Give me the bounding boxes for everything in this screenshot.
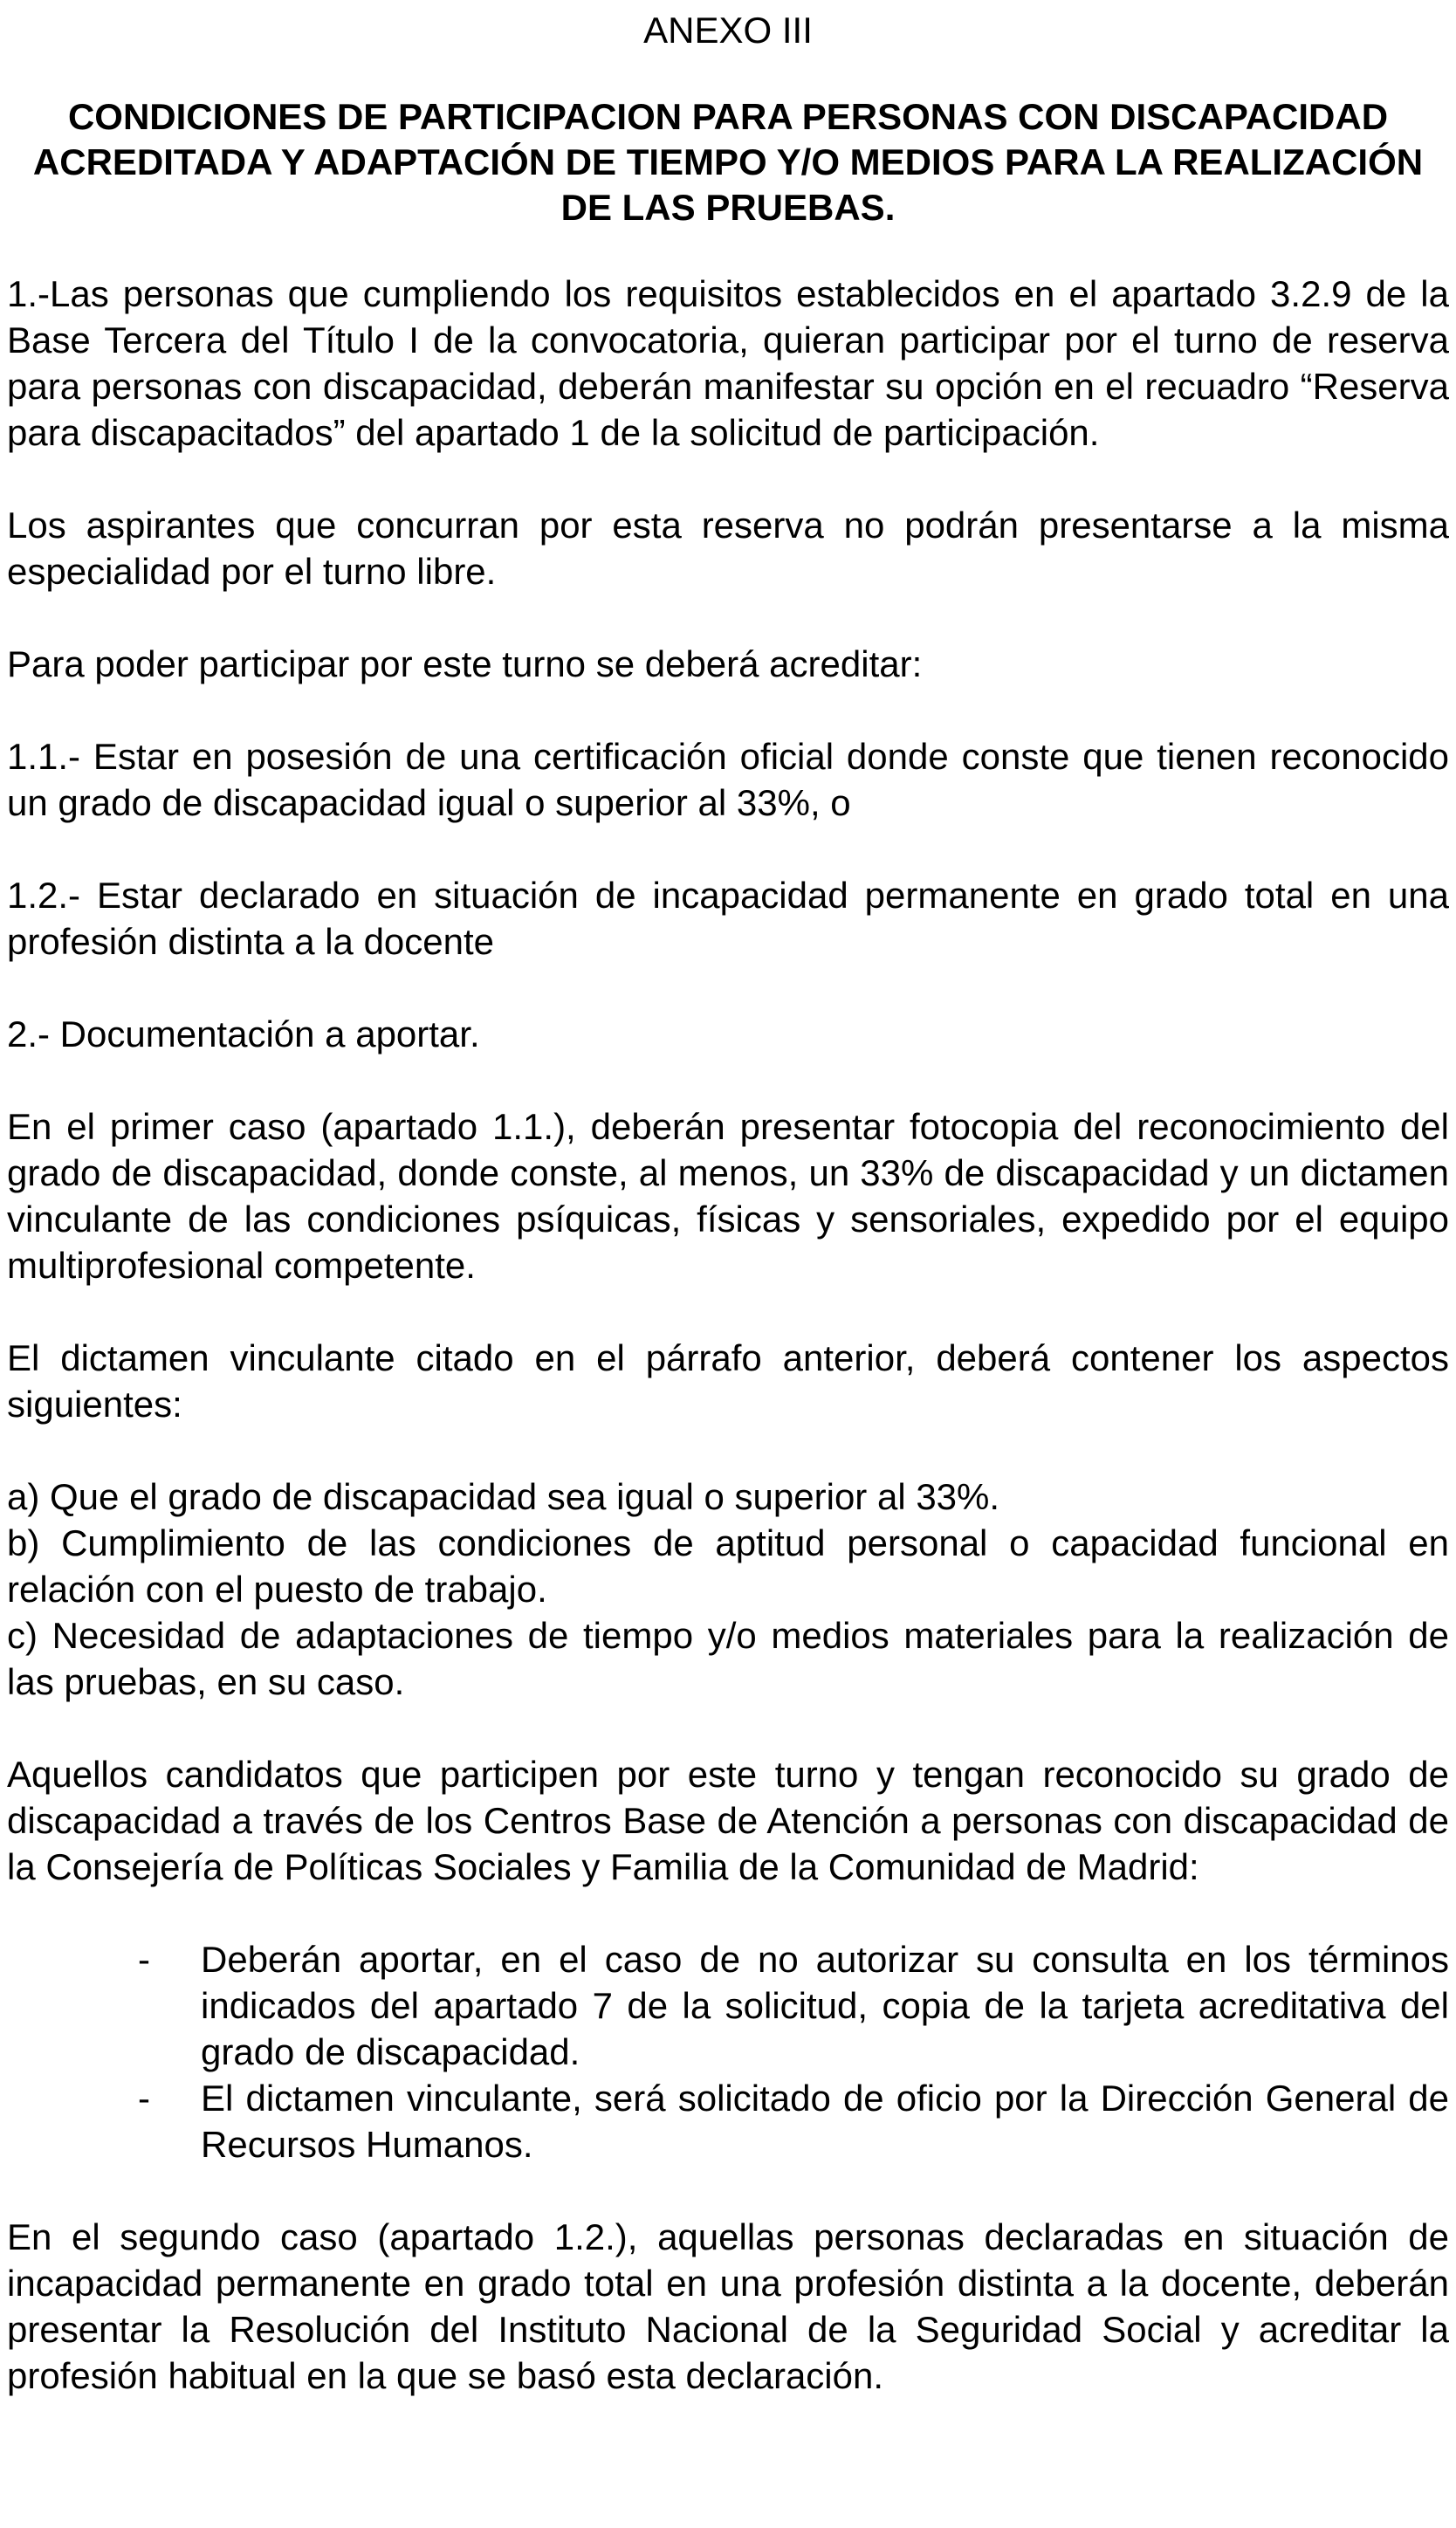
bullet-dash: - xyxy=(138,2078,150,2119)
paragraph-requirement-1-2: 1.2.- Estar declarado en situación de incapacidad permanente en grado total en una profesión distinta a la docente xyxy=(7,875,1449,962)
paragraph-reserve-restriction: Los aspirantes que concurran por esta reserva no podrán presentarse a la misma especialidad por el turno libre. xyxy=(7,505,1449,592)
paragraph-accreditation-intro: Para poder participar por este turno se deberá acreditar: xyxy=(7,643,923,684)
paragraph-centros-base: Aquellos candidatos que participen por este turno y tengan reconocido su grado de discapacidad a través de los Centros Base de Atención a personas con discapacidad de la Consejería de Políticas Sociales y Familia de la Comunidad de Madrid: xyxy=(7,1754,1449,1887)
paragraph-reserve-option: 1.-Las personas que cumpliendo los requisitos establecidos en el apartado 3.2.9 de la Base Tercera del Título I de la convocatoria, quieran participar por el turno de reserva para personas con discapacidad, deberán manifestar su opción en el recuadro “Reserva para discapacitados” del apartado 1 de la solicitud de participación. xyxy=(7,273,1449,453)
bullet-dash: - xyxy=(138,1939,150,1980)
list-item xyxy=(7,1936,1449,2075)
list-item: b) Cumplimiento de las condiciones de aptitud personal o capacidad funcional en relación con el puesto de trabajo. xyxy=(7,1522,1449,1610)
list-item: c) Necesidad de adaptaciones de tiempo y/o medios materiales para la realización de las pruebas, en su caso. xyxy=(7,1615,1449,1702)
dictamen-aspects-list xyxy=(7,1474,1449,1705)
paragraph-documentation-heading: 2.- Documentación a aportar. xyxy=(7,1013,480,1054)
paragraph-requirement-1-1: 1.1.- Estar en posesión de una certificación oficial donde conste que tienen reconocido un grado de discapacidad igual o superior al 33%, o xyxy=(7,736,1449,823)
bullet-text: El dictamen vinculante, será solicitado de oficio por la Dirección General de Recursos Humanos. xyxy=(201,2078,1449,2165)
paragraph-first-case: En el primer caso (apartado 1.1.), deberán presentar fotocopia del reconocimiento del grado de discapacidad, donde conste, al menos, un 33% de discapacidad y un dictamen vinculante de las condiciones psíquicas, físicas y sensoriales, expedido por el equipo multiprofesional competente. xyxy=(7,1106,1449,1286)
list-item xyxy=(7,2075,1449,2167)
document-heading: CONDICIONES DE PARTICIPACION PARA PERSONAS CON DISCAPACIDAD ACREDITADA Y ADAPTACIÓN DE TIEMPO Y/O MEDIOS PARA LA REALIZACIÓN DE LAS PRUEBAS. xyxy=(32,96,1424,228)
list-item: a) Que el grado de discapacidad sea igual o superior al 33%. xyxy=(7,1476,1000,1517)
paragraph-dictamen-contents: El dictamen vinculante citado en el párrafo anterior, deberá contener los aspectos siguientes: xyxy=(7,1337,1449,1425)
bullet-text: Deberán aportar, en el caso de no autorizar su consulta en los términos indicados del apartado 7 de la solicitud, copia de la tarjeta acreditativa del grado de discapacidad. xyxy=(201,1939,1449,2072)
bullet-list xyxy=(7,1936,1449,2167)
document-page xyxy=(7,9,1449,2445)
annex-title: ANEXO III xyxy=(643,10,813,51)
paragraph-second-case: En el segundo caso (apartado 1.2.), aquellas personas declaradas en situación de incapacidad permanente en grado total en una profesión distinta a la docente, deberán presentar la Resolución del Instituto Nacional de la Seguridad Social y acreditar la profesión habitual en la que se basó esta declaración. xyxy=(7,2216,1449,2396)
